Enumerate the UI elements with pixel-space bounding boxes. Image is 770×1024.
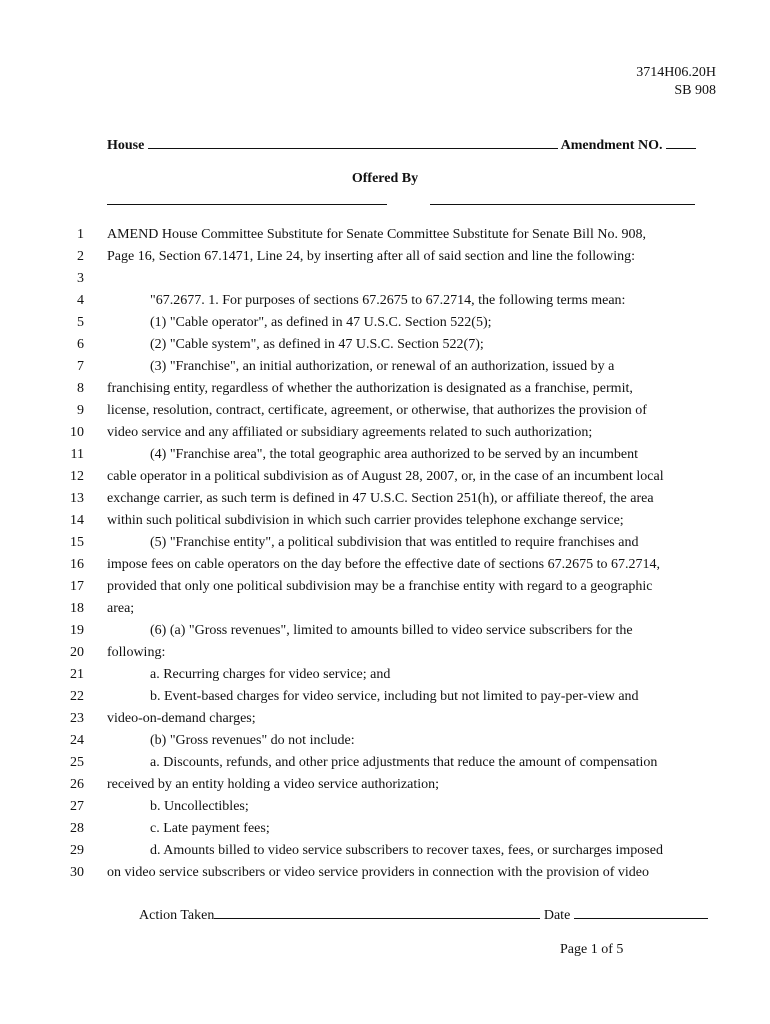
line-number: 7 <box>77 359 84 374</box>
line-number: 25 <box>70 755 84 770</box>
document-line <box>0 312 770 334</box>
line-text: license, resolution, contract, certificate, agreement, or otherwise, that authorizes the provision of <box>107 403 647 418</box>
document-line <box>0 730 770 752</box>
line-text: a. Discounts, refunds, and other price adjustments that reduce the amount of compensation <box>150 755 658 770</box>
line-text: (5) "Franchise entity", a political subdivision that was entitled to require franchises and <box>150 535 639 550</box>
line-number: 2 <box>77 249 84 264</box>
bill-number: SB 908 <box>674 83 716 98</box>
document-line <box>0 510 770 532</box>
document-line <box>0 664 770 686</box>
document-line <box>0 488 770 510</box>
document-line <box>0 598 770 620</box>
line-text: following: <box>107 645 166 660</box>
line-text: c. Late payment fees; <box>150 821 270 836</box>
line-number: 4 <box>77 293 84 308</box>
document-line <box>0 642 770 664</box>
line-text: b. Event-based charges for video service, including but not limited to pay-per-view and <box>150 689 639 704</box>
line-number: 10 <box>70 425 84 440</box>
document-line <box>0 268 770 290</box>
line-text: franchising entity, regardless of whether the authorization is designated as a franchise, permit, <box>107 381 633 396</box>
line-number: 29 <box>70 843 84 858</box>
document-line <box>0 620 770 642</box>
line-number: 23 <box>70 711 84 726</box>
document-code-block <box>636 64 716 100</box>
document-line <box>0 444 770 466</box>
offered-by-signature-line-2 <box>430 204 695 205</box>
line-number: 6 <box>77 337 84 352</box>
document-line <box>0 554 770 576</box>
line-text: (6) (a) "Gross revenues", limited to amounts billed to video service subscribers for the <box>150 623 633 638</box>
document-line <box>0 576 770 598</box>
offered-by-signature-line-1 <box>107 204 387 205</box>
line-number: 28 <box>70 821 84 836</box>
line-number: 15 <box>70 535 84 550</box>
line-number: 24 <box>70 733 84 748</box>
line-number: 22 <box>70 689 84 704</box>
line-text: AMEND House Committee Substitute for Senate Committee Substitute for Senate Bill No. 908, <box>107 227 646 242</box>
page-number: Page 1 of 5 <box>560 942 624 957</box>
document-line <box>0 840 770 862</box>
line-number: 19 <box>70 623 84 638</box>
line-text: impose fees on cable operators on the day before the effective date of sections 67.2675 to 67.2714, <box>107 557 660 572</box>
document-line <box>0 466 770 488</box>
line-text: area; <box>107 601 135 616</box>
line-text: "67.2677. 1. For purposes of sections 67.2675 to 67.2714, the following terms mean: <box>150 293 626 308</box>
house-label: House <box>107 138 145 153</box>
action-taken-line <box>139 906 708 924</box>
document-line <box>0 708 770 730</box>
line-number: 21 <box>70 667 84 682</box>
line-text: (b) "Gross revenues" do not include: <box>150 733 355 748</box>
line-text: a. Recurring charges for video service; and <box>150 667 391 682</box>
action-taken-label: Action Taken <box>139 908 215 923</box>
action-taken-blank <box>214 906 540 919</box>
amendment-number-label: Amendment NO. <box>560 138 663 153</box>
line-number: 27 <box>70 799 84 814</box>
offered-by-label: Offered By <box>351 171 419 186</box>
line-text: (2) "Cable system", as defined in 47 U.S.C. Section 522(7); <box>150 337 484 352</box>
line-text: on video service subscribers or video service providers in connection with the provision of video <box>107 865 649 880</box>
line-text: b. Uncollectibles; <box>150 799 249 814</box>
line-text: d. Amounts billed to video service subscribers to recover taxes, fees, or surcharges imposed <box>150 843 663 858</box>
document-code: 3714H06.20H <box>636 65 716 80</box>
document-line <box>0 290 770 312</box>
line-text: exchange carrier, as such term is defined in 47 U.S.C. Section 251(h), or affiliate thereof, the area <box>107 491 654 506</box>
line-number: 13 <box>70 491 84 506</box>
line-number: 12 <box>70 469 84 484</box>
line-text: Page 16, Section 67.1471, Line 24, by inserting after all of said section and line the following: <box>107 249 636 264</box>
line-text: (3) "Franchise", an initial authorization, or renewal of an authorization, issued by a <box>150 359 615 374</box>
document-line <box>0 422 770 444</box>
line-text: received by an entity holding a video service authorization; <box>107 777 439 792</box>
line-text: (1) "Cable operator", as defined in 47 U.S.C. Section 522(5); <box>150 315 492 330</box>
document-line <box>0 686 770 708</box>
line-text: (4) "Franchise area", the total geographic area authorized to be served by an incumbent <box>150 447 639 462</box>
line-number: 26 <box>70 777 84 792</box>
document-line <box>0 818 770 840</box>
document-line <box>0 334 770 356</box>
line-text: video-on-demand charges; <box>107 711 256 726</box>
line-number: 5 <box>77 315 84 330</box>
line-text: cable operator in a political subdivision as of August 28, 2007, or, in the case of an incumbent local <box>107 469 664 484</box>
document-line <box>0 400 770 422</box>
line-number: 14 <box>70 513 84 528</box>
line-number: 11 <box>70 447 84 462</box>
document-line <box>0 246 770 268</box>
document-line <box>0 378 770 400</box>
line-number: 17 <box>70 579 84 594</box>
line-number: 1 <box>77 227 84 242</box>
house-amendment-line <box>107 136 713 154</box>
house-blank <box>148 136 558 149</box>
date-label: Date <box>543 908 571 923</box>
amendment-body <box>0 224 770 884</box>
line-number: 18 <box>70 601 84 616</box>
amendment-number-blank <box>666 136 696 149</box>
document-line <box>0 774 770 796</box>
document-line <box>0 224 770 246</box>
document-line <box>0 796 770 818</box>
line-text: provided that only one political subdivision may be a franchise entity with regard to a geographic <box>107 579 653 594</box>
date-blank <box>574 906 708 919</box>
document-line <box>0 356 770 378</box>
line-number: 8 <box>77 381 84 396</box>
line-number: 16 <box>70 557 84 572</box>
line-number: 30 <box>70 865 84 880</box>
line-number: 20 <box>70 645 84 660</box>
line-text: video service and any affiliated or subsidiary agreements related to such authorization; <box>107 425 593 440</box>
line-number: 9 <box>77 403 84 418</box>
line-number: 3 <box>77 271 84 286</box>
document-line <box>0 752 770 774</box>
document-line <box>0 862 770 884</box>
document-line <box>0 532 770 554</box>
line-text: within such political subdivision in which such carrier provides telephone exchange service; <box>107 513 624 528</box>
